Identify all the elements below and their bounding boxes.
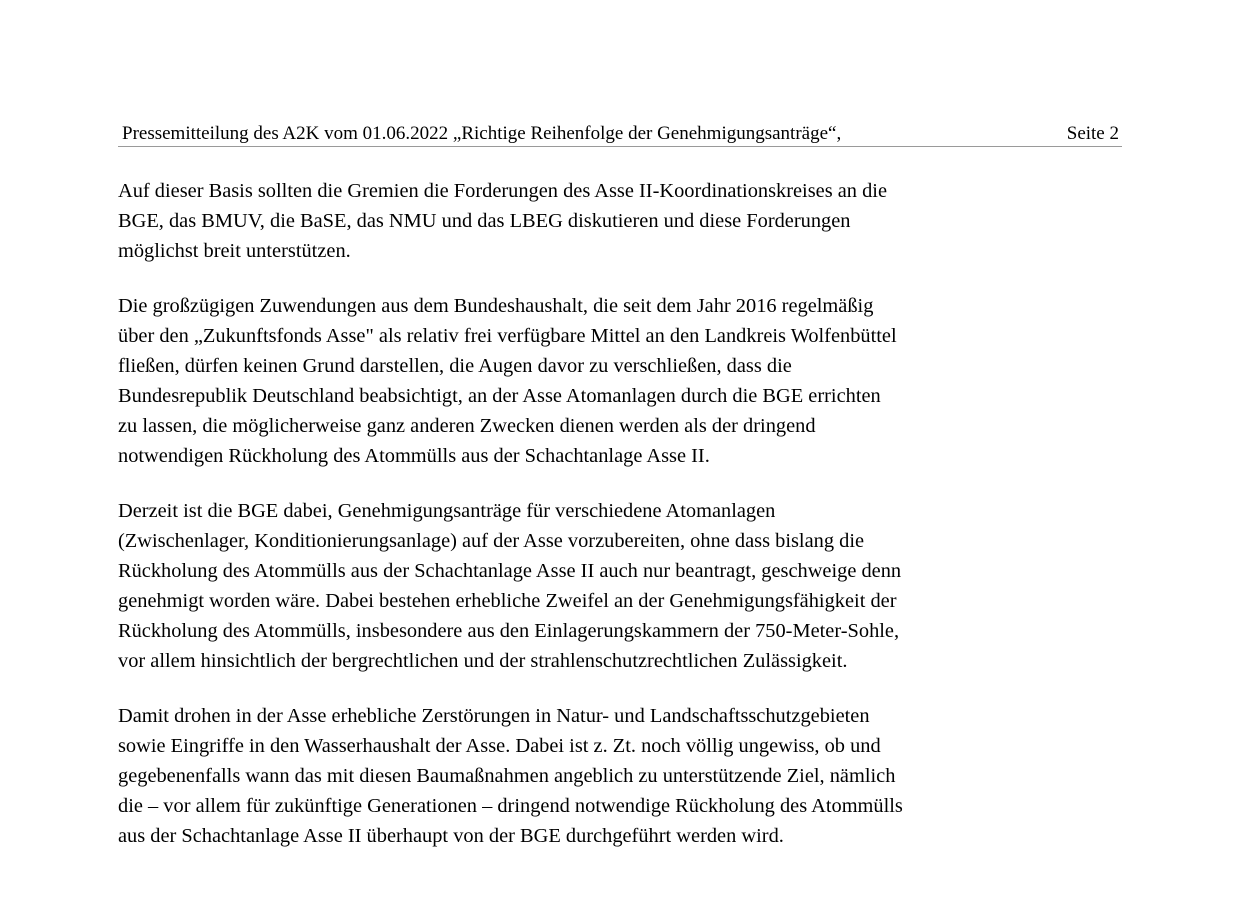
paragraph-3 (118, 496, 1018, 677)
page-header (118, 122, 1122, 147)
text-line: genehmigt worden wäre. Dabei bestehen erhebliche Zweifel an der Genehmigungsfähigkeit der (118, 590, 897, 613)
text-line: über den „Zukunftsfonds Asse" als relativ frei verfügbare Mittel an den Landkreis Wolfenbüttel (118, 324, 897, 347)
text-line: Rückholung des Atommülls aus der Schachtanlage Asse II auch nur beantragt, geschweige denn (118, 560, 902, 583)
paragraph-1 (118, 176, 1018, 266)
text-line: Damit drohen in der Asse erhebliche Zerstörungen in Natur- und Landschaftsschutzgebieten (118, 704, 870, 727)
text-line: zu lassen, die möglicherweise ganz anderen Zwecken dienen werden als der dringend (118, 415, 816, 438)
text-line: (Zwischenlager, Konditionierungsanlage) auf der Asse vorzubereiten, ohne dass bislang die (118, 529, 865, 552)
header-page-number: Seite 2 (1066, 123, 1119, 144)
text-line: fließen, dürfen keinen Grund darstellen, die Augen davor zu verschließen, dass die (118, 354, 792, 377)
document-body (118, 176, 1018, 876)
text-line: aus der Schachtanlage Asse II überhaupt von der BGE durchgeführt werden wird. (118, 825, 784, 848)
text-line: vor allem hinsichtlich der bergrechtlichen und der strahlenschutzrechtlichen Zulässigkeit. (118, 650, 848, 673)
text-line: notwendigen Rückholung des Atommülls aus der Schachtanlage Asse II. (118, 445, 710, 468)
text-line: Derzeit ist die BGE dabei, Genehmigungsanträge für verschiedene Atomanlagen (118, 499, 776, 522)
text-line: Auf dieser Basis sollten die Gremien die Forderungen des Asse II-Koordinationskreises an die (118, 180, 887, 202)
text-line: BGE, das BMUV, die BaSE, das NMU und das LBEG diskutieren und diese Forderungen (118, 210, 851, 233)
header-title: Pressemitteilung des A2K vom 01.06.2022 „Richtige Reihenfolge der Genehmigungsanträge“, (122, 123, 842, 144)
text-line: gegebenenfalls wann das mit diesen Baumaßnahmen angeblich zu unterstützende Ziel, nämlich (118, 765, 896, 788)
text-line: möglichst breit unterstützen. (118, 240, 351, 263)
text-line: Die großzügigen Zuwendungen aus dem Bundeshaushalt, die seit dem Jahr 2016 regelmäßig (118, 294, 874, 317)
text-line: die – vor allem für zukünftige Generationen – dringend notwendige Rückholung des Atommülls (118, 795, 903, 818)
paragraph-2 (118, 291, 1018, 472)
text-line: sowie Eingriffe in den Wasserhaushalt der Asse. Dabei ist z. Zt. noch völlig ungewiss, ob und (118, 735, 881, 757)
text-line: Rückholung des Atommülls, insbesondere aus den Einlagerungskammern der 750-Meter-Sohle, (118, 620, 900, 643)
text-line: Bundesrepublik Deutschland beabsichtigt, an der Asse Atomanlagen durch die BGE errichten (118, 385, 881, 408)
paragraph-4 (118, 701, 1018, 851)
